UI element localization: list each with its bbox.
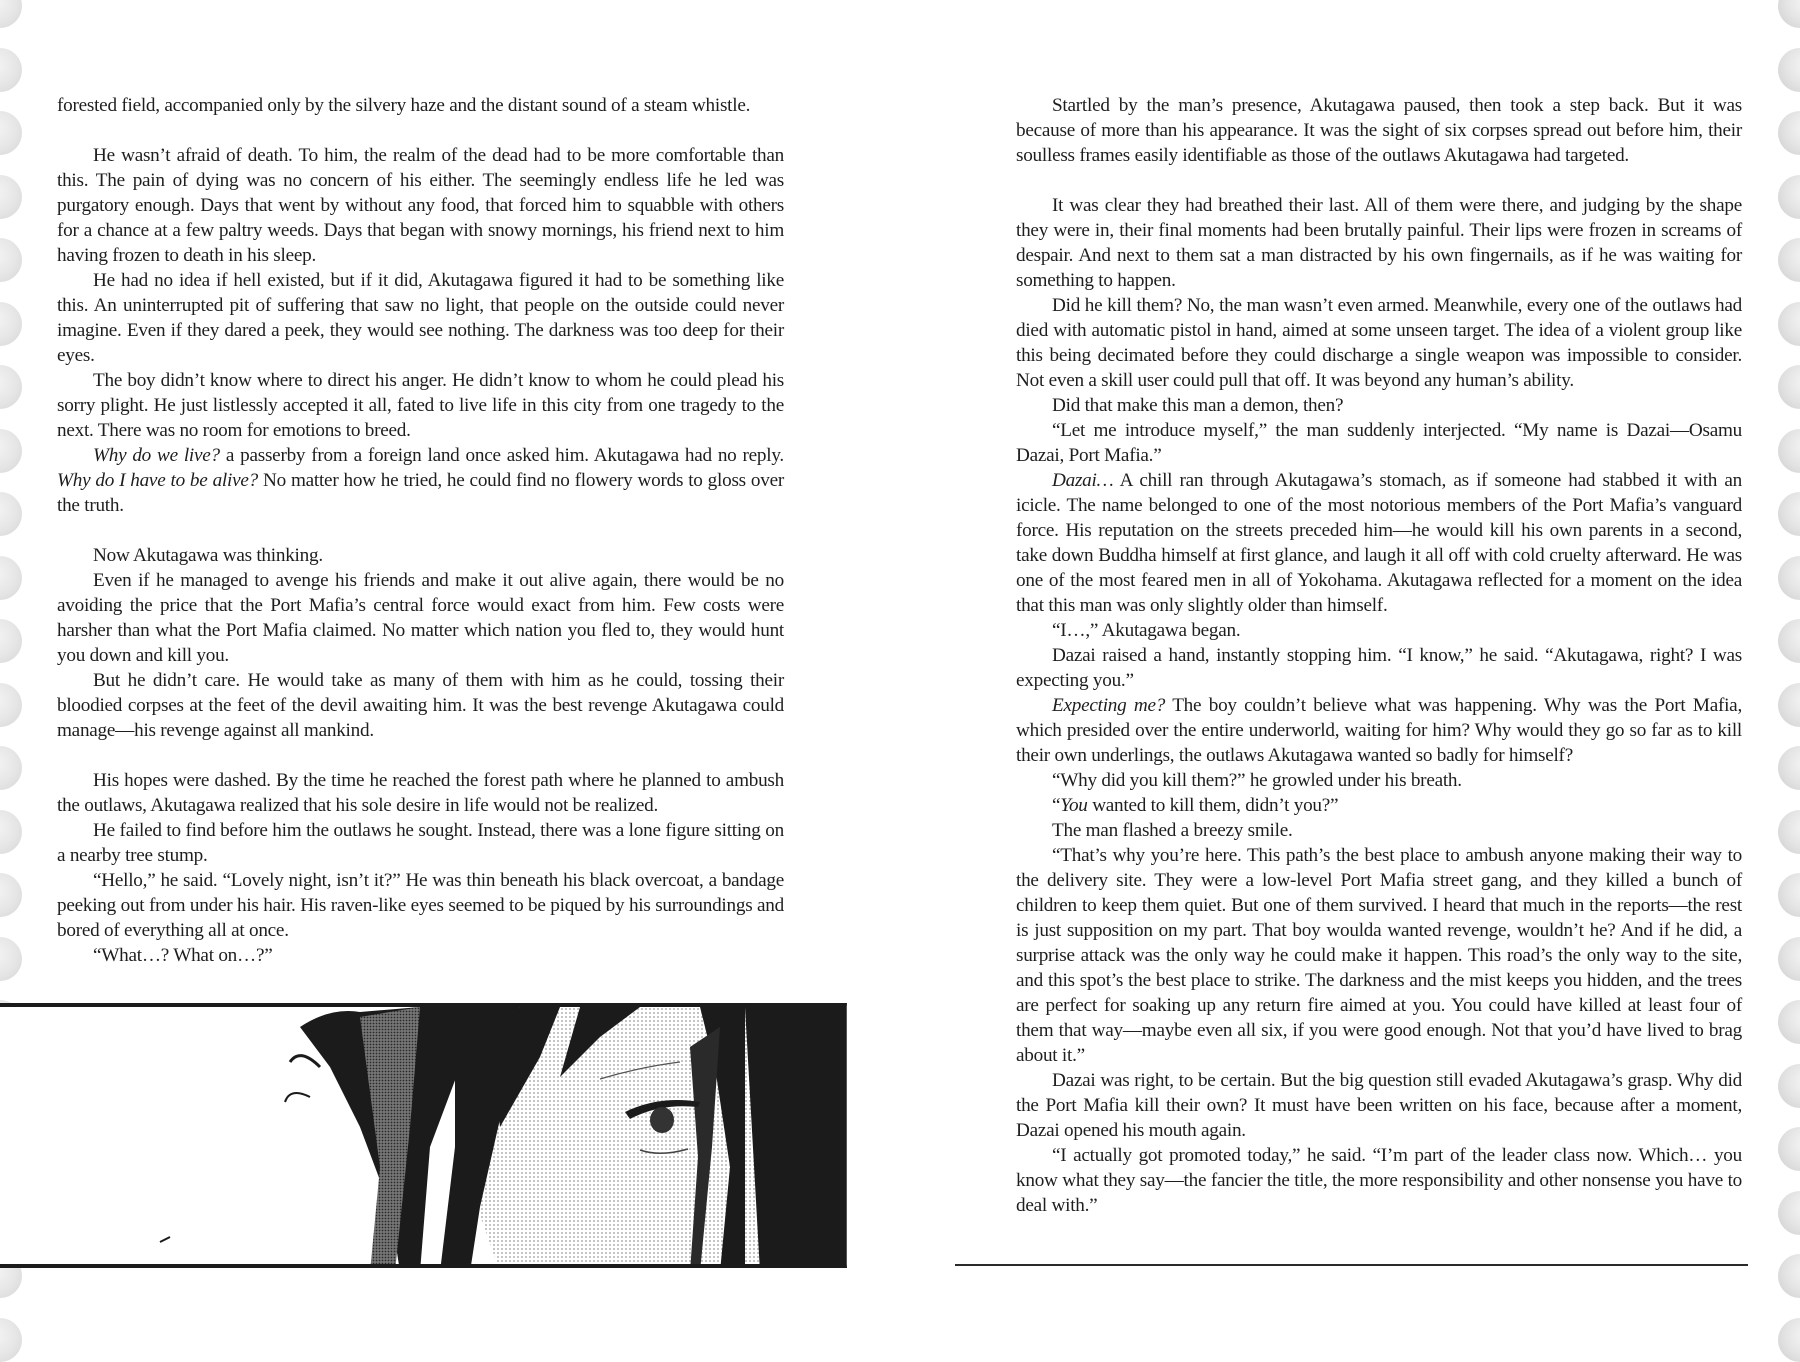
binder-hole-icon [1778,683,1800,727]
text-run: “I…,” Akutagawa began. [1052,620,1241,641]
text-run: The man flashed a breezy smile. [1052,820,1293,841]
paragraph [57,368,784,443]
binder-hole-icon [1778,238,1800,282]
text-run: “ [1052,795,1061,816]
binder-hole-icon [1778,1064,1800,1108]
text-run: “Let me introduce myself,” the man suddenly interjected. “My name is Dazai—Osamu Dazai, Port Mafia.” [1016,420,1742,466]
page-bottom-rule [955,1264,1748,1266]
binder-hole-icon [1778,175,1800,219]
paragraph [57,568,784,668]
binder-hole-icon [1778,365,1800,409]
text-run: His hopes were dashed. By the time he reached the forest path where he planned to ambush the outlaws, Akutagawa realized that his sole desire in life would not be realized. [57,770,784,816]
text-run: Did that make this man a demon, then? [1052,395,1344,416]
text-run: Did he kill them? No, the man wasn’t even armed. Meanwhile, every one of the outlaws had died with automatic pistol in hand, aimed at some unseen target. The idea of a violent group like this being decimated before they could discharge a single weapon was impossible to consider. Not even a skill user could pull that off. It was beyond any human’s ability. [1016,295,1742,391]
character-portrait-image [0,1007,847,1268]
text-run: He failed to find before him the outlaws he sought. Instead, there was a lone figure sitting on a nearby tree stump. [57,820,784,866]
binder-hole-icon [1778,302,1800,346]
paragraph [1016,93,1742,168]
binder-hole-icon [0,0,22,28]
binder-hole-icon [1778,937,1800,981]
binder-hole-icon [0,365,22,409]
italic-text: Why do I have to be alive? [57,470,258,491]
text-run: A chill ran through Akutagawa’s stomach, as if someone had stabbed it with an icicle. The name belonged to one of the most notorious members of the Port Mafia’s vanguard force. His reputation on the streets preceded him—he would kill his own parents in a second, take down Buddha himself at first glance, and laugh it all off with cold cruelty afterward. He was one of the most feared men in all of Yokohama. Akutagawa reflected for a moment on the idea that this man was only slightly older than himself. [1016,470,1742,616]
text-run: Dazai was right, to be certain. But the big question still evaded Akutagawa’s grasp. Why did the Port Mafia kill their own? It must have been written on his face, because after a moment, Dazai opened his mouth again. [1016,1070,1742,1141]
left-page [57,93,784,968]
binder-hole-icon [0,556,22,600]
binder-hole-icon [0,873,22,917]
text-run: Startled by the man’s presence, Akutagawa paused, then took a step back. But it was because of more than his appearance. It was the sight of six corpses spread out before him, their soulless frames easily identifiable as those of the outlaws Akutagawa had targeted. [1016,95,1742,166]
binder-hole-icon [1778,746,1800,790]
paragraph [57,143,784,268]
right-page [1016,93,1742,1218]
binder-holes-right [1772,0,1800,1350]
text-run: Now Akutagawa was thinking. [93,545,323,566]
paragraph [1016,418,1742,468]
binder-hole-icon [0,429,22,473]
binder-hole-icon [1778,0,1800,28]
binder-hole-icon [1778,1191,1800,1235]
text-run: The boy didn’t know where to direct his anger. He didn’t know to whom he could plead his sorry plight. He just listlessly accepted it all, fated to live life in this city from one tragedy to the next. There was no room for emotions to breed. [57,370,784,441]
paragraph [57,943,784,968]
italic-text: Dazai… [1052,470,1114,491]
binder-hole-icon [0,746,22,790]
paragraph [1016,818,1742,843]
binder-hole-icon [1778,873,1800,917]
text-run: Even if he managed to avenge his friends and make it out alive again, there would be no avoiding the price that the Port Mafia’s central force would exact from him. Few costs were harsher than what the Port Mafia claimed. No matter which nation you fled to, they would hunt you down and kill you. [57,570,784,666]
paragraph [1016,768,1742,793]
binder-hole-icon [0,48,22,92]
binder-hole-icon [0,302,22,346]
paragraph [57,93,784,118]
binder-hole-icon [1778,492,1800,536]
binder-hole-icon [0,492,22,536]
text-run: It was clear they had breathed their last. All of them were there, and judging by the shape they were in, their final moments had been brutally painful. Their lips were frozen in screams of despair. And next to them sat a man distracted by his own fingernails, as if he was waiting for something to happen. [1016,195,1742,291]
paragraph [1016,393,1742,418]
paragraph [57,768,784,818]
paragraph [57,443,784,518]
italic-text: You [1060,795,1088,816]
binder-hole-icon [1778,1000,1800,1044]
binder-hole-icon [1778,429,1800,473]
binder-hole-icon [0,111,22,155]
paragraph [57,268,784,368]
manga-illustration [0,1003,847,1268]
paragraph [1016,843,1742,1068]
text-run: No matter how he tried, he could find no flowery words to gloss over the truth. [57,470,784,516]
paragraph [1016,193,1742,293]
binder-hole-icon [0,1318,22,1362]
binder-hole-icon [0,810,22,854]
italic-text: Why do we live? [93,445,220,466]
text-run: He wasn’t afraid of death. To him, the realm of the dead had to be more comfortable than this. The pain of dying was no concern of his either. The seemingly endless life he led was purgatory enough. Days that went by without any food, that forced him to squabble with others for a chance at a few paltry weeds. Days that began with snowy mornings, his friend next to him having frozen to death in his sleep. [57,145,784,266]
paragraph [1016,793,1742,818]
paragraph [1016,643,1742,693]
text-run: The boy couldn’t believe what was happening. Why was the Port Mafia, which presided over the entire underworld, waiting for him? Why would they go so far as to kill their own underlings, the outlaws Akutagawa wanted so badly for himself? [1016,695,1743,766]
binder-hole-icon [0,175,22,219]
binder-hole-icon [0,238,22,282]
paragraph [57,543,784,568]
text-run: He had no idea if hell existed, but if it did, Akutagawa figured it had to be something like this. An uninterrupted pit of suffering that saw no light, that people on the outside could never imagine. Even if they dared a peek, they would see nothing. The darkness was too deep for their eyes. [57,270,784,366]
binder-hole-icon [1778,810,1800,854]
paragraph [1016,1143,1742,1218]
text-run: a passerby from a foreign land once asked him. Akutagawa had no reply. [219,445,784,466]
text-run: “That’s why you’re here. This path’s the best place to ambush anyone making their way to the delivery site. They were a low-level Port Mafia street gang, and they killed a bunch of children to keep them quiet. But one of them survived. I heard that much in the reports—the rest is just supposition on my part. That boy woulda wanted revenge, wouldn’t he? And if he did, a surprise attack was the only way he could make it happen. This road’s the only way to the site, and this spot’s the best place to strike. The darkness and the mist keeps you hidden, and the trees are perfect for soaking up any return fire aimed at you. You could have killed at least four of them that way—maybe even all six, if you were good enough. Not that you’d have lived to brag about it.” [1016,845,1742,1066]
text-run: wanted to kill them, didn’t you?” [1087,795,1339,816]
text-run: forested field, accompanied only by the silvery haze and the distant sound of a steam whistle. [57,95,751,116]
paragraph [1016,693,1742,768]
paragraph [1016,293,1742,393]
binder-hole-icon [0,683,22,727]
binder-hole-icon [1778,1254,1800,1298]
text-run: “What…? What on…?” [93,945,273,966]
binder-hole-icon [1778,111,1800,155]
binder-hole-icon [1778,1127,1800,1171]
text-run: But he didn’t care. He would take as many of them with him as he could, tossing their bloodied corpses at the feet of the devil awaiting him. It was the best revenge Akutagawa could manage—his revenge against all mankind. [57,670,784,741]
paragraph [57,668,784,743]
binder-hole-icon [1778,1318,1800,1362]
text-run: Dazai raised a hand, instantly stopping him. “I know,” he said. “Akutagawa, right? I was expecting you.” [1016,645,1742,691]
paragraph [57,868,784,943]
binder-hole-icon [0,937,22,981]
text-run: “Hello,” he said. “Lovely night, isn’t it?” He was thin beneath his black overcoat, a bandage peeking out from under his hair. His raven-like eyes seemed to be piqued by his surroundings and bored of everything all at once. [57,870,784,941]
binder-hole-icon [1778,556,1800,600]
binder-hole-icon [0,619,22,663]
binder-hole-icon [1778,619,1800,663]
paragraph [1016,618,1742,643]
paragraph [1016,1068,1742,1143]
paragraph [1016,468,1742,618]
italic-text: Expecting me? [1052,695,1166,716]
text-run: “I actually got promoted today,” he said. “I’m part of the leader class now. Which… you know what they say—the fancier the title, the more responsibility and other nonsense you have to deal with.” [1016,1145,1742,1216]
text-run: “Why did you kill them?” he growled under his breath. [1052,770,1462,791]
paragraph [57,818,784,868]
binder-hole-icon [1778,48,1800,92]
